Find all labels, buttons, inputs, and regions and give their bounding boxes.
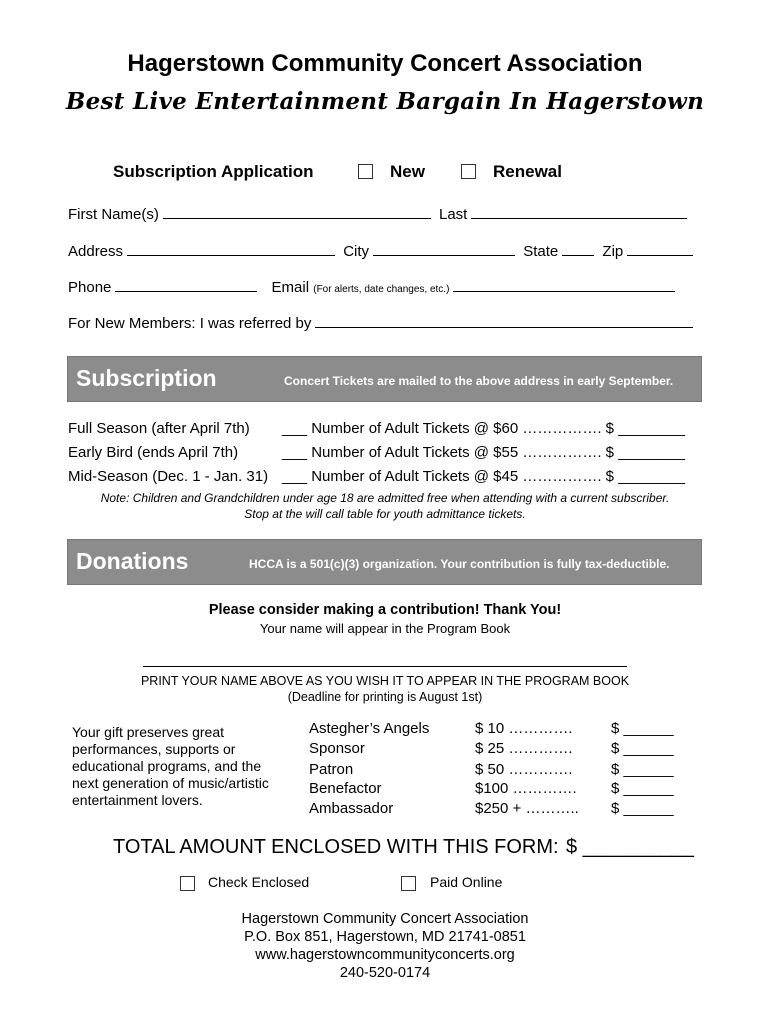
level-name: Astegher’s Angels (309, 720, 430, 737)
state-label: State (523, 243, 559, 260)
level-name: Patron (309, 761, 354, 778)
footer (0, 910, 770, 982)
new-label: New (390, 162, 425, 181)
referred-row (68, 313, 697, 332)
print-name-instruction: PRINT YOUR NAME ABOVE AS YOU WISH IT TO APPEAR IN THE PROGRAM BOOK (140, 674, 630, 688)
level-amount: $ 25 …………. (475, 740, 573, 757)
donations-heading: Donations (76, 548, 189, 574)
ticket-row-early-bird-desc[interactable]: ___ Number of Adult Tickets @ $55 ……………. $ ________ (282, 444, 685, 461)
last-name-label: Last (439, 206, 468, 223)
gift-description: Your gift preserves great performances, supports or educational programs, and the next generation of music/artistic entertainment lovers. (72, 724, 269, 808)
address-label: Address (68, 243, 124, 260)
state-field[interactable] (562, 241, 594, 256)
first-name-field[interactable] (163, 204, 431, 219)
check-enclosed-checkbox[interactable] (180, 876, 195, 891)
name-row (68, 204, 691, 223)
referred-field[interactable] (315, 313, 693, 328)
level-amount: $ 50 …………. (475, 761, 573, 778)
deadline-note: (Deadline for printing is August 1st) (287, 690, 483, 704)
city-field[interactable] (373, 241, 515, 256)
level-name: Sponsor (309, 740, 365, 757)
ticket-row-mid-season-desc[interactable]: ___ Number of Adult Tickets @ $45 ……………. $ ________ (282, 468, 685, 485)
footer-org: Hagerstown Community Concert Association (241, 911, 529, 927)
program-name-field[interactable] (143, 666, 627, 667)
address-field[interactable] (127, 241, 335, 256)
city-label: City (343, 243, 370, 260)
ticket-row-mid-season-label: Mid-Season (Dec. 1 - Jan. 31) (68, 468, 269, 485)
level-name: Ambassador (309, 800, 394, 817)
level-blank[interactable]: $ ______ (611, 740, 674, 757)
footer-website[interactable]: www.hagerstowncommunityconcerts.org (255, 947, 515, 963)
footer-phone: 240-520-0174 (339, 965, 431, 981)
ticket-row-early-bird-label: Early Bird (ends April 7th) (68, 444, 239, 461)
level-blank[interactable]: $ ______ (611, 780, 674, 797)
total-amount-field[interactable]: $ __________ (566, 836, 694, 858)
program-note: Your name will appear in the Program Book (259, 621, 511, 636)
email-label: Email (271, 279, 310, 296)
check-enclosed-label: Check Enclosed (208, 874, 310, 890)
renewal-checkbox[interactable] (461, 164, 476, 179)
level-name: Benefactor (309, 780, 382, 797)
phone-field[interactable] (115, 277, 257, 292)
renewal-label: Renewal (493, 162, 562, 181)
level-blank[interactable]: $ ______ (611, 761, 674, 778)
subscription-heading: Subscription (76, 365, 217, 391)
level-blank[interactable]: $ ______ (611, 720, 674, 737)
youth-note-1: Note: Children and Grandchildren under age 18 are admitted free when attending with a current subscriber. (100, 491, 670, 505)
referred-label: For New Members: I was referred by (68, 315, 312, 332)
address-row (68, 241, 697, 260)
new-checkbox[interactable] (358, 164, 373, 179)
donations-banner (67, 539, 702, 585)
tagline: Best Live Entertainment Bargain In Hagerstown (65, 88, 705, 115)
subscription-banner (67, 356, 702, 402)
last-name-field[interactable] (471, 204, 687, 219)
phone-row (68, 277, 679, 296)
total-label: TOTAL AMOUNT ENCLOSED WITH THIS FORM: (113, 836, 559, 858)
level-blank[interactable]: $ ______ (611, 800, 674, 817)
paid-online-label: Paid Online (430, 874, 503, 890)
ticket-row-full-season-label: Full Season (after April 7th) (68, 420, 250, 437)
email-field[interactable] (453, 277, 675, 292)
zip-field[interactable] (627, 241, 693, 256)
level-amount: $ 10 …………. (475, 720, 573, 737)
page-title: Hagerstown Community Concert Association (127, 50, 643, 77)
zip-label: Zip (602, 243, 624, 260)
application-label: Subscription Application (113, 162, 314, 181)
subscription-note: Concert Tickets are mailed to the above address in early September. (284, 374, 674, 388)
ticket-row-full-season-desc[interactable]: ___ Number of Adult Tickets @ $60 ……………. $ ________ (282, 420, 685, 437)
donations-note: HCCA is a 501(c)(3) organization. Your contribution is fully tax-deductible. (249, 557, 670, 571)
footer-address: P.O. Box 851, Hagerstown, MD 21741-0851 (244, 929, 526, 945)
youth-note-2: Stop at the will call table for youth admittance tickets. (244, 507, 526, 521)
paid-online-checkbox[interactable] (401, 876, 416, 891)
level-amount: $250 + ……….. (475, 800, 579, 817)
first-name-label: First Name(s) (68, 206, 159, 223)
email-note: (For alerts, date changes, etc.) (313, 284, 450, 295)
phone-label: Phone (68, 279, 112, 296)
contribution-ask: Please consider making a contribution! Thank You! (208, 602, 562, 618)
level-amount: $100 …………. (475, 780, 577, 797)
